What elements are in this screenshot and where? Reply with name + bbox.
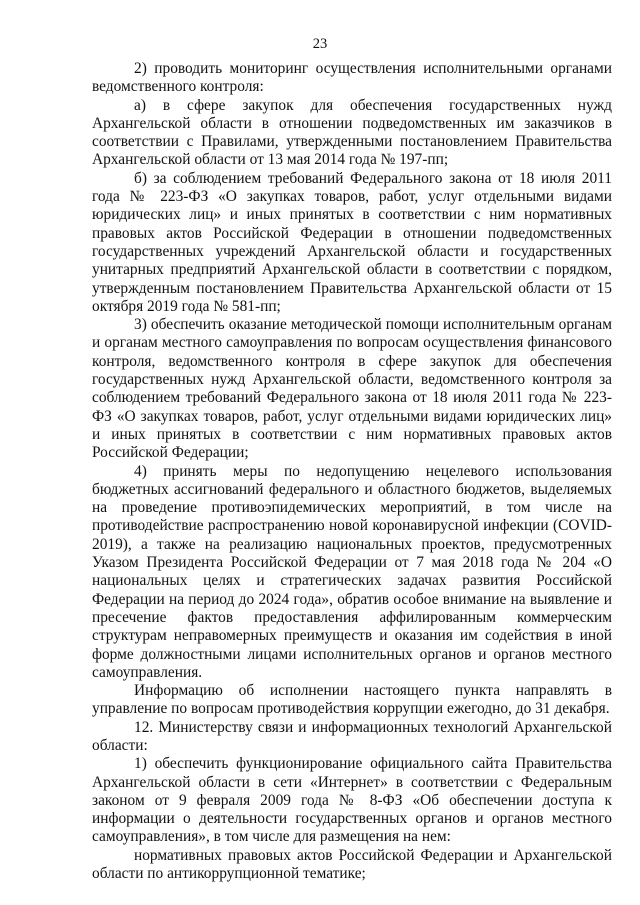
paragraph-subitem-b: б) за соблюдением требований Федерального закона от 18 июля 2011 года № 223-ФЗ «О закупках товаров, работ, услуг отдельными видами юридических лиц» и иных принятых в соответствии с ним нормативных правовых актов Российской Федерации в отношении подведомственных государственных учреждений Архангельской области и государственных унитарных предприятий Архангельской области в соответствии с порядком, утвержденным постановлением Правительства Архангельской области от 15 октября 2019 года № 581-пп;	[92, 169, 612, 315]
page-number: 23	[312, 36, 328, 52]
paragraph-item-3-methodical-help: 3) обеспечить оказание методической помощи исполнительным органам и органам местного самоуправления по вопросам осуществления финансового контроля, ведомственного контроля в сфере закупок для обеспечения государственных нужд Архангельской области, ведомственного контроля за соблюдением требований Федерального закона от 18 июля 2011 года № 223-ФЗ «О закупках товаров, работ, услуг отдельными видами юридических лиц» и иных принятых в соответствии с ним нормативных правовых актов Российской Федерации;	[92, 316, 612, 462]
paragraph-normative-acts: нормативных правовых актов Российской Федерации и Архангельской области по антикоррупционной тематике;	[92, 846, 612, 883]
paragraph-item-4-measures: 4) принять меры по недопущению нецелевого использования бюджетных ассигнований федерального и областного бюджетов, выделяемых на проведение противоэпидемических мероприятий, в том числе на противодействие распространению новой коронавирусной инфекции (COVID-2019), а также на реализацию национальных проектов, предусмотренных Указом Президента Российской Федерации от 7 мая 2018 года № 204 «О национальных целях и стратегических задачах развития Российской Федерации на период до 2024 года», обратив особое внимание на выявление и пресечение фактов предоставления аффилированным коммерческим структурам неправомерных преимуществ и оказания им содействия в иной форме должностными лицами исполнительных органов и органов местного самоуправления.	[92, 462, 612, 681]
paragraph-item-1-website: 1) обеспечить функционирование официального сайта Правительства Архангельской области в сети «Интернет» в соответствии с Федеральным законом от 9 февраля 2009 года № 8-ФЗ «Об обеспечении доступа к информации о деятельности государственных органов и органов местного самоуправления», в том числе для размещения на нем:	[92, 755, 612, 846]
paragraph-reporting-info: Информацию об исполнении настоящего пункта направлять в управление по вопросам противодействия коррупции ежегодно, до 31 декабря.	[92, 682, 612, 718]
paragraph-section-12-heading: 12. Министерству связи и информационных технологий Архангельской области:	[92, 718, 612, 754]
paragraph-subitem-a: а) в сфере закупок для обеспечения государственных нужд Архангельской области в отношении подведомственных им заказчиков в соответствии с Правилами, утвержденными постановлением Правительства Архангельской области от 13 мая 2014 года № 197-пп;	[92, 96, 612, 169]
paragraph-item-2-monitoring: 2) проводить мониторинг осуществления исполнительными органами ведомственного контроля:	[92, 60, 612, 96]
document-body	[92, 60, 612, 883]
